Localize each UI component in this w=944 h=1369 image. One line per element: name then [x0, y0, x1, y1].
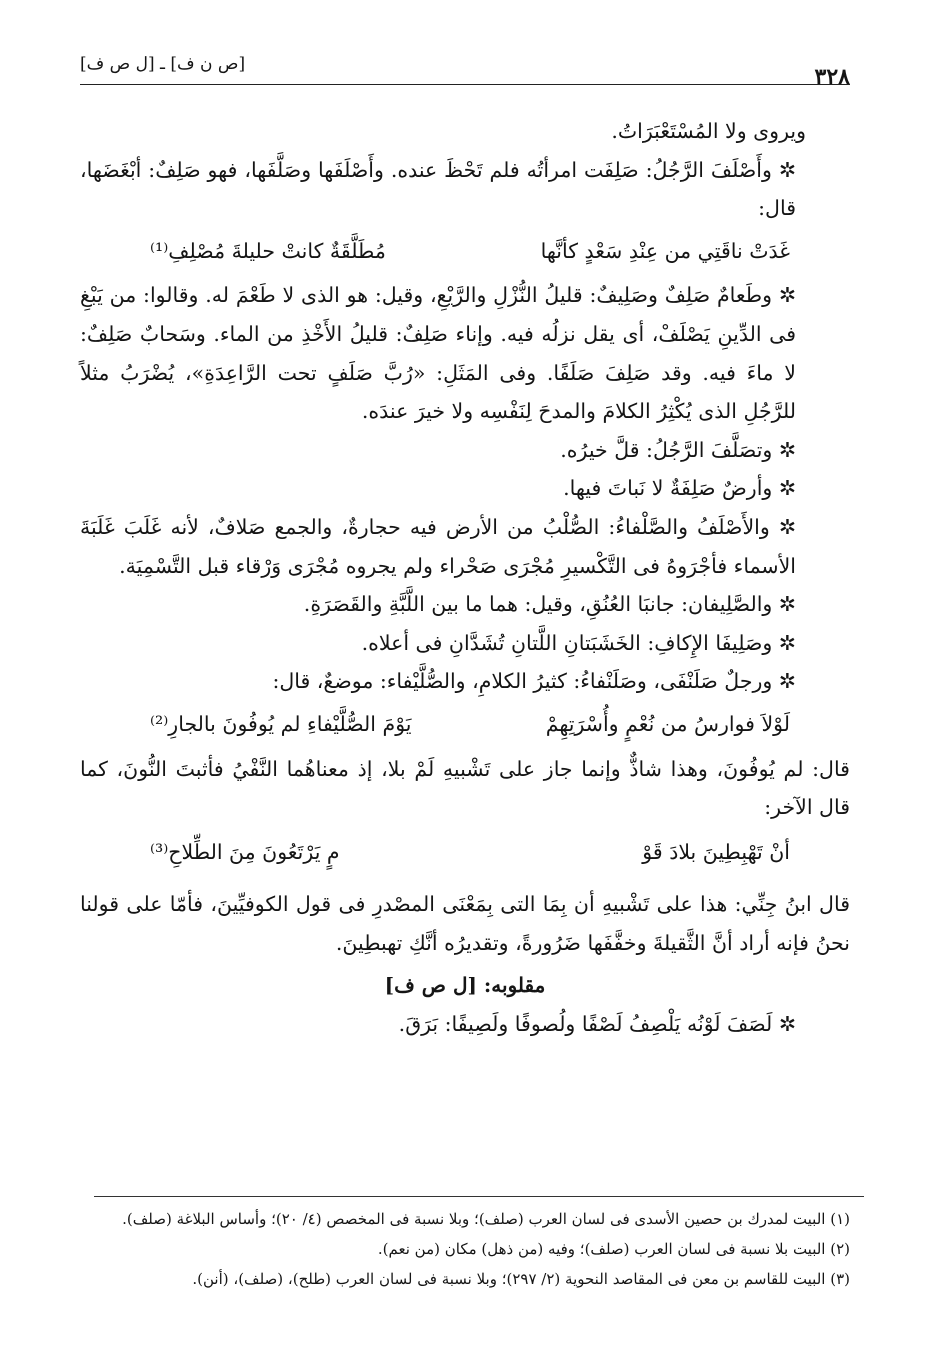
verse-1: [80, 232, 850, 271]
verse-3: [80, 833, 850, 872]
paragraph-5: ✲ وأرضٌ صَلِفَةٌ لا نَباتَ فيها.: [563, 476, 796, 501]
paragraph-3: ✲ وطَعامٌ صَلِفٌ وصَلِيفٌ: قليلُ النُّزْلِ والرَّيْعِ، وقيل: هو الذى لا طَعْمَ له. وقالوا: من يَبْغِ فى الدِّينِ يَصْلَفْ، أى يقل نزلُه فيه. وإناء صَلِفٌ: قليلُ الأَخْذِ من الماء. وسَحابٌ صَلِفٌ: لا ماءَ فيه. وقد صَلِفَ صَلَفًا. وفى المَثَلِ: «رُبَّ صَلَفٍ تحت الرَّاعِدَةِ»، يُضْرَبُ مثلاً للرَّجُلِ الذى يُكْثِرُ الكلامَ والمدحَ لِنَفْسِه ولا خيرَ عندَه.: [80, 283, 796, 424]
paragraph-1: ويروى ولا المُسْتَعْبَرَاتُ.: [611, 119, 806, 143]
page-header: [80, 46, 850, 90]
verse-2-second-hemistich: يَوْمَ الصُّلَّيْفاءِ لم يُوفُونَ بالجارِ⁽²⁾: [150, 711, 412, 736]
header-rule: [80, 84, 850, 85]
paragraph-8: ✲ وصَلِيفَا الإِكافِ: الخَشَبَتانِ اللَّتانِ تُشَدَّانِ فى أعلاه.: [361, 630, 796, 655]
paragraph-10: قال: لم يُوفُونَ، وهذا شاذٌّ وإنما جاز على تَشْبيهِ لَمْ بلا، إذ معناهُما النَّفْيُ فأثبتَ النُّونَ، كما قال الآخر:: [80, 756, 850, 820]
paragraph-4: ✲ وتصَلَّفَ الرَّجُلُ: قلَّ خيرُه.: [560, 437, 796, 462]
running-head: [ص ن ف] ـ [ل ص ف]: [80, 54, 246, 74]
footnote-3: (٣) البيت للقاسم بن معن فى المقاصد النحوية (٢/ ٢٩٧)؛ وبلا نسبة فى لسان العرب (طلح)، (صلف)، (أنن).: [192, 1270, 850, 1288]
paragraph-9: ✲ ورجلٌ صَلَنْفَى، وصَلَنْفاءُ: كثيرُ الكلامِ، والصُّلَّيْفاء: موضعٌ، قال:: [272, 669, 796, 694]
paragraph-12: ✲ لَصَفَ لَوْنُه يَلْصِفُ لَصْفًا ولُصوفًا ولَصِيفًا: بَرَقَ.: [398, 1012, 796, 1037]
verse-3-first-hemistich: أنْ تَهْبِطِينَ بلادَ قَوْ: [642, 839, 790, 864]
verse-1-second-hemistich: مُطَلَّقَةٌ كانتْ حليلةَ مُصْلِفِ⁽¹⁾: [150, 238, 386, 263]
footnote-rule: [94, 1196, 864, 1197]
footnotes: [80, 1204, 850, 1294]
page-number: ٣٢٨: [814, 64, 850, 90]
verse-2: [80, 705, 850, 744]
paragraph-7: ✲ والصَّلِيفان: جانبَا العُنُقِ، وقيل: هما ما بين اللَّبَّةِ والقَصَرَةِ.: [303, 592, 796, 617]
paragraph-11: قال ابنُ جِنِّي: هذا على تَشْبيهِ أن بِمَا التى بِمَعْنَى المصْدرِ فى قول الكوفيِّينَ، فأمّا على قولنا نحنُ فإنه أراد أنَّ الثَّقيلةَ وخفَّفَها ضَرُورةً، وتقديرُه أنَّكِ تهبطِينَ.: [80, 892, 850, 955]
paragraph-6: ✲ والأَصْلَفُ والصَّلْفاءُ: الصُّلْبُ من الأرض فيه حجارةٌ، والجمع صَلافٌ، لأنه غَلَبَ غَلَبَةَ الأسماء فأجْرَوهُ فى التَّكْسيرِ مُجْرَى صَحْراء ولم يجروه مُجْرَى وَرْقاء قبل التَّسْمِيَة.: [80, 514, 796, 578]
section-heading: مقلوبه: [ل ص ف]: [384, 973, 546, 998]
entry-body: [80, 112, 850, 1044]
paragraph-2: ✲ وأَصْلَفَ الرَّجُلُ: صَلِفَت امرأتُه فلم تَحْظَ عنده. وأَصْلَفَها وصَلَّفَها، فهو صَلِفٌ: أبْغَضَها، قال:: [80, 157, 796, 221]
verse-1-first-hemistich: غَدَتْ ناقَتِي من عِنْدِ سَعْدٍ كأنَّها: [540, 238, 790, 263]
footnote-2: (٢) البيت بلا نسبة فى لسان العرب (صلف)؛ وفيه (من ذهل) مكان (من نعم).: [377, 1240, 850, 1258]
footnote-1: (١) البيت لمدرك بن حصين الأسدى فى لسان العرب (صلف)؛ وبلا نسبة فى المخصص (٤/ ٢٠)؛ وأساس البلاغة (صلف).: [122, 1210, 850, 1228]
verse-3-second-hemistich: مٍ يَرْتَعُونَ مِنَ الطِّلاحِ⁽³⁾: [150, 839, 340, 864]
verse-2-first-hemistich: لَوْلاَ فوارسُ من نُعْمٍ وأُسْرَتِهِمْ: [545, 711, 790, 736]
